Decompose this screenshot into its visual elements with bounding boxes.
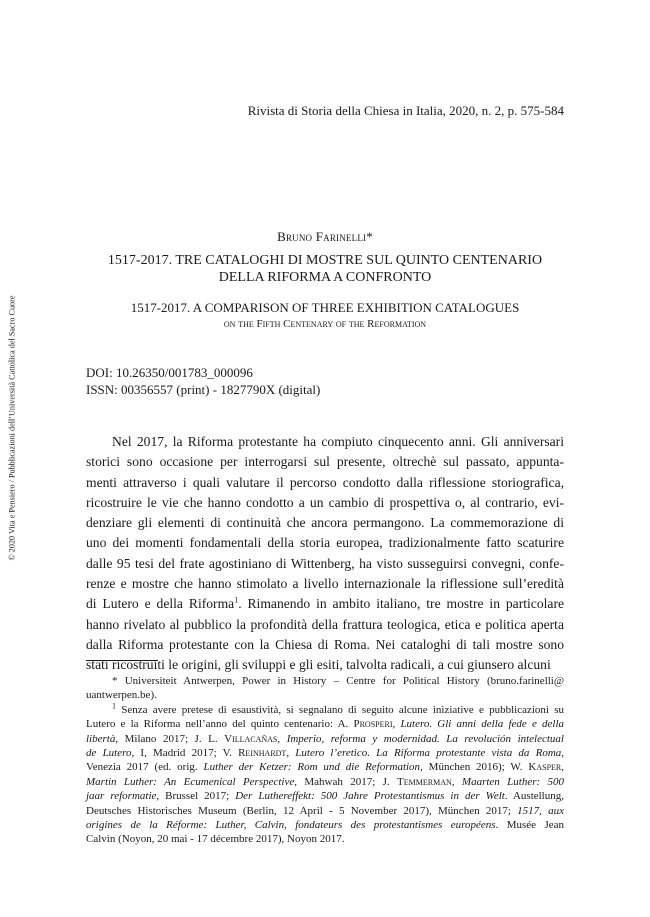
footnotes [86,674,564,847]
footnote-text: , [451,775,462,788]
footnote-separator [86,660,158,661]
footnote-1-line [86,717,564,731]
footnote-1-line: Calvin (Noyon, 20 mai - 17 décembre 2017), Noyon 2017. [86,833,345,846]
footnote-text: , [286,747,296,760]
footnote-text: , Mahwah 2017; J. [294,775,398,788]
footnote-text: Senza avere pretese di esaustività, si segnalano di seguito alcune iniziative e pubblicazioni su [121,703,565,716]
journal-citation: Rivista di Storia della Chiesa in Italia, 2020, n. 2, p. 575-584 [247,103,564,118]
cited-title: Der Luthereffekt: 500 Jahre Protestantismus in der Welt [235,790,505,803]
body-line: stati ricostruiti le origini, gli sviluppi e gli esiti, talvolta radicali, a cui giunsero alcuni [86,657,551,673]
title-italian-line-1: 1517-2017. TRE CATALOGHI DI MOSTRE SUL QUINTO CENTENARIO [107,253,543,268]
title-italian [0,252,650,286]
cited-title: Maarten Luther: 500 [461,775,565,788]
body-line: menti attraverso i quali valutare il percorso condotto dalla riflessione storiografica, [86,474,564,490]
cited-title: Luther der Ketzer: Rom und die Reformation [203,761,421,774]
doi: DOI: 10.26350/001783_000096 [86,365,253,380]
body-line: uno dei momenti fondamentali della storia europea, tradizionalmente fatto scaturire [86,535,564,551]
footnote-1-line [86,760,564,774]
cited-author: Villacañas [224,732,278,745]
footnote-text: . Musée Jean [495,819,565,832]
title-english [0,300,650,332]
footnote-text: Deutsches Historisches Museum (Berlin, 12 April - 5 November 2017), München 2017; [86,804,518,817]
author-name: Bruno Farinelli* [277,229,373,244]
title-english-line-2: on the Fifth Centenary of the Reformation [223,318,427,330]
footnote-1-line [86,804,564,818]
footnote-text: , [561,747,565,760]
body-line: dalle 95 tesi del frate agostiniano di Wittenberg, ha visto susseguirsi convegni, confe- [86,555,564,571]
footnote-text: , München 2016); W. [420,761,529,774]
cited-title: origines de la Réforme: Luther, Calvin, fondateurs des protestantismes européens [86,819,496,832]
body-line-part: . Rimanendo in ambito italiano, tre mostre in particolare [238,596,565,612]
title-english-line-1: 1517-2017. A COMPARISON OF THREE EXHIBITION CATALOGUES [130,300,520,315]
footnote-author-line: * Universiteit Antwerpen, Power in History – Centre for Political History (bruno.farinelli@ [112,675,564,687]
body-paragraph [86,432,564,676]
copyright-side-note: © 2020 Vita e Pensiero / Pubblicazioni dell’Università Cattolica del Sacro Cuore [7,295,17,561]
footnote-text: . Austellung, [504,790,564,803]
footnote-text: , Brussel 2017; [156,790,236,803]
footnote-1-line [86,703,564,717]
body-line [86,594,564,614]
body-line: storici sono occasione per interrogarsi sul presente, oltrechè sul passato, appunta- [86,454,564,470]
cited-title: jaar reformatie [86,790,157,803]
footnote-1-line [86,775,564,789]
cited-title: de Lutero [86,747,132,760]
cited-title: libertà [86,732,116,745]
cited-title: Lutero l’eretico. La Riforma protestante vista da Roma [295,747,562,760]
footnote-text: , I, Madrid 2017; V. [131,747,239,760]
footnote-author-line: uantwerpen.be). [86,689,157,702]
footnote-reference[interactable]: 1 [234,595,239,605]
footnote-text: , [277,732,287,745]
cited-title: 1517, aux [517,804,564,817]
article-identifiers [86,364,320,398]
body-line: renze e mostre che hanno stimolato a livello internazionale la riflessione sull’eredità [86,576,564,592]
cited-title: Martin Luther: An Ecumenical Perspective [86,775,295,788]
footnote-text: , [561,761,564,774]
footnote-1-marker: 1 [112,701,116,711]
footnote-1-line [86,732,564,746]
footnote-1-line [86,789,564,803]
footnote-1-line [86,818,564,832]
cited-author: Kasper [528,761,562,774]
cited-author: Reinhardt [238,747,287,760]
body-line: hanno rivelato al pubblico la profondità della frattura teologica, etica e politica aperta [86,616,564,632]
footnote-text: , [392,718,401,731]
cited-author: Temmerman [397,775,452,788]
footnote-text: , Milano 2017; J. L. [115,732,225,745]
cited-title: Imperio, reforma y modernidad. La revolución intelectual [286,732,564,745]
footnote-text: Venezia 2017 (ed. orig. [86,761,204,774]
body-line: dalla Riforma protestante con la Chiesa di Roma. Nei cataloghi di tali mostre sono [86,636,564,652]
footnote-text: Lutero e la Riforma nell’anno del quinto centenario: A. [86,718,354,731]
body-line: ricostruire le vie che hanno condotto a un cambio di prospettiva o, al contrario, evi- [86,494,564,510]
cited-author: Prosperi [353,718,393,731]
cited-title: Lutero. Gli anni della fede e della [400,718,565,731]
issn: ISSN: 00356557 (print) - 1827790X (digital) [86,382,321,397]
body-line-part: di Lutero e della Riforma [86,596,235,612]
footnote-1-line [86,746,564,760]
body-line: Nel 2017, la Riforma protestante ha compiuto cinquecento anni. Gli anniversari [112,434,564,449]
title-italian-line-2: DELLA RIFORMA A CONFRONTO [218,270,432,285]
body-line: denziare gli elementi di continuità che ancora permangono. La commemorazione di [86,515,564,531]
